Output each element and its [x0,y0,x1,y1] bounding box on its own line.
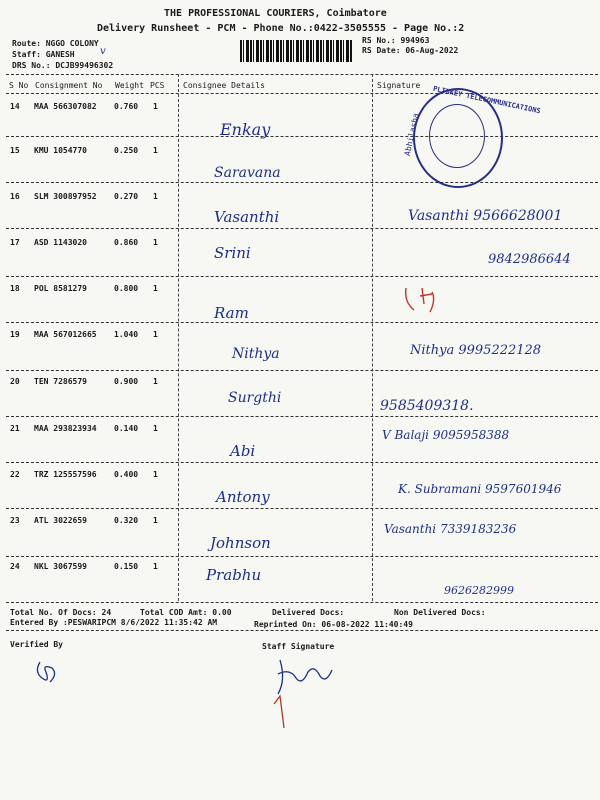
delivered-docs: Delivered Docs: [272,608,345,617]
row-sno: 21 [10,424,20,433]
row-weight: 0.150 [114,562,139,571]
row-weight: 0.320 [114,516,139,525]
row-weight: 0.860 [114,238,139,247]
row-signature: K. Subramani 9597601946 [398,482,562,496]
staff-label: Staff: GANESH [12,50,75,59]
row-sno: 22 [10,470,20,479]
total-docs: Total No. Of Docs: 24 [10,608,112,617]
row-consignment: NKL 3067599 [34,562,87,571]
row-sno: 20 [10,377,20,386]
row-weight: 1.040 [114,330,139,339]
row-pcs: 1 [153,424,158,433]
row-consignment: TRZ 125557596 [34,470,97,479]
row-consignment: KMU 1054770 [34,146,87,155]
row-sno: 19 [10,330,20,339]
row-pcs: 1 [153,146,158,155]
reprinted-on: Reprinted On: 06-08-2022 11:40:49 [254,620,413,629]
rs-date: RS Date: 06-Aug-2022 [362,46,459,55]
col-consignment: Consignment No [35,81,103,90]
row-consignment: MAA 293823934 [34,424,97,433]
row-consignee: Enkay [220,120,271,139]
non-delivered-docs: Non Delivered Docs: [394,608,486,617]
row-sno: 24 [10,562,20,571]
row-weight: 0.900 [114,377,139,386]
row-pcs: 1 [153,102,158,111]
staff-signature-label: Staff Signature [262,642,335,651]
row-consignment: MAA 567012665 [34,330,97,339]
row-consignment: ATL 3022659 [34,516,87,525]
row-weight: 0.400 [114,470,139,479]
rs-number: RS No.: 994963 [362,36,430,45]
row-weight: 0.140 [114,424,139,433]
row-consignee: Nithya [232,346,280,362]
row-sno: 16 [10,192,20,201]
row-sno: 15 [10,146,20,155]
col-weight: Weight [115,81,144,90]
row-consignment: SLM 300897952 [34,192,97,201]
row-signature: Vasanthi 9566628001 [408,208,563,224]
row-pcs: 1 [153,284,158,293]
row-consignment: ASD 1143020 [34,238,87,247]
row-pcs: 1 [153,470,158,479]
row-consignee: Surgthi [228,390,282,406]
row-consignee: Srini [214,244,251,262]
verified-by: Verified By [10,640,63,649]
row-signature: 9842986644 [488,252,571,267]
red-tick-mark [402,282,442,318]
row-consignee: Antony [216,488,270,506]
row-pcs: 1 [153,238,158,247]
row-weight: 0.760 [114,102,139,111]
row-consignee: Abi [230,442,256,460]
row-consignment: MAA 566307082 [34,102,97,111]
total-cod: Total COD Amt: 0.00 [140,608,232,617]
row-signature: V Balaji 9095958388 [382,428,510,442]
barcode [240,40,352,62]
drs-number: DRS No.: DCJB99496302 [12,61,114,70]
row-weight: 0.250 [114,146,139,155]
row-consignee: Ram [214,304,249,322]
row-signature: Vasanthi 7339183236 [384,522,517,536]
route-label: Route: NGGO COLONY [12,39,99,48]
row-pcs: 1 [153,562,158,571]
verifier-signature [32,656,62,688]
row-signature: 9626282999 [444,584,514,597]
row-sno: 18 [10,284,20,293]
runsheet-subtitle: Delivery Runsheet - PCM - Phone No.:0422-3505555 - Page No.:2 [97,23,465,34]
row-sno: 14 [10,102,20,111]
col-pcs: PCS [150,81,165,90]
row-pcs: 1 [153,192,158,201]
row-weight: 0.270 [114,192,139,201]
row-consignment: TEN 7286579 [34,377,87,386]
entered-by: Entered By :PESWARIPCM 8/6/2022 11:35:42 AM [10,618,218,627]
row-pcs: 1 [153,516,158,525]
row-consignee: Saravana [214,165,281,181]
seal-text: PLINKEY TELECOMMUNICATIONS [432,84,542,116]
row-consignee: Vasanthi [214,208,280,226]
row-weight: 0.800 [114,284,139,293]
row-signature: Nithya 9995222128 [410,343,542,358]
row-consignee: Johnson [210,534,271,552]
company-name: THE PROFESSIONAL COURIERS, Coimbatore [164,8,387,19]
staff-signature-scribble [268,650,338,736]
col-sno: S No [9,81,29,90]
row-sno: 17 [10,238,20,247]
row-signature: 9585409318. [380,398,474,414]
seal-side-text: Abhilasha [402,112,421,157]
staff-tick-mark: v [100,46,106,57]
col-signature: Signature [377,81,421,90]
row-pcs: 1 [153,377,158,386]
row-consignment: POL 8581279 [34,284,87,293]
row-sno: 23 [10,516,20,525]
row-consignee: Prabhu [206,566,262,584]
seal-inner-ring [429,104,485,168]
col-consignee: Consignee Details [183,81,265,90]
row-pcs: 1 [153,330,158,339]
